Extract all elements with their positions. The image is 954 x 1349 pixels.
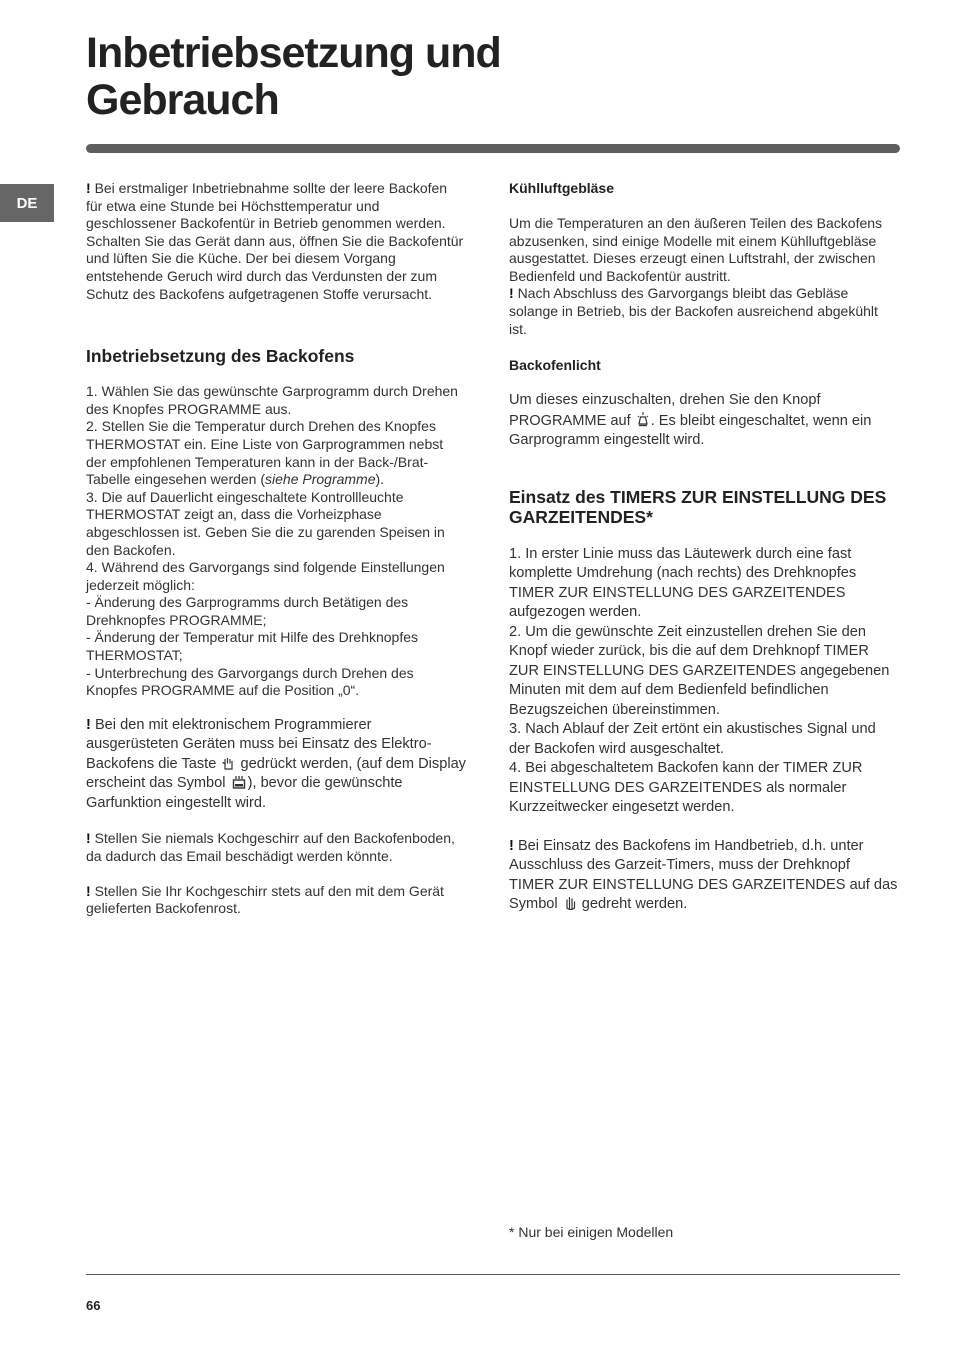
timer-note-text: Bei Einsatz des Backofens im Handbetrieb, d.h. unter Ausschluss des Garzeit-Timers, muss der Drehknopf TIMER ZUR EINSTELLUNG DES GARZEITENDES auf das Symbol [509, 837, 898, 913]
timer-step-4: 4. Bei abgeschaltetem Backofen kann der TIMER ZUR EINSTELLUNG DES GARZEITENDES als normaler Kurzzeitwecker eingesetzt werden. [509, 760, 863, 816]
cooling-fan-text: Um die Temperaturen an den äußeren Teilen des Backofens abzusenken, sind einige Modelle mit einem Kühlluftgebläse ausgestattet. Dieses erzeugt einen Luftstrahl, der zwischen Bedienfeld und Backofentür austritt. [509, 215, 883, 284]
note-cookware-floor [86, 830, 466, 865]
step-2-end: ). [375, 471, 385, 488]
timer-step-3: 3. Nach Ablauf der Zeit ertönt ein akustisches Signal und der Backofen wird ausgeschaltet. [509, 721, 876, 757]
warning-mark: ! [509, 837, 514, 854]
note-programmer-text-3: ), bevor die gewünschte Garfunktion eingestellt wird. [86, 775, 403, 811]
warning-mark: ! [86, 830, 91, 847]
warning-mark: ! [86, 882, 91, 899]
cooling-fan-note [509, 285, 899, 338]
title-line-1: Inbetriebsetzung und [86, 29, 501, 77]
section-heading-cooling-fan: Kühlluftgebläse [509, 180, 615, 196]
note-programmer-text: Bei den mit elektronischem Programmierer ausgerüsteten Geräten muss bei Einsatz des Elektro-Backofens die Taste [86, 716, 432, 772]
timer-note [509, 837, 899, 915]
footnote: * Nur bei einigen Modellen [509, 1224, 674, 1240]
left-column [86, 180, 466, 918]
title-line-2: Gebrauch [86, 76, 279, 124]
step-1: 1. Wählen Sie das gewünschte Garprogramm durch Drehen des Knopfes PROGRAMME aus. [86, 383, 458, 417]
warning-mark: ! [509, 285, 514, 302]
timer-step-1: 1. In erster Linie muss das Läutewerk durch eine fast komplette Umdrehung (nach rechts) des Drehknopfes TIMER ZUR EINSTELLUNG DES GARZEITENDES aufgezogen werden. [509, 545, 857, 621]
intro-paragraph [86, 180, 466, 303]
warning-mark: ! [86, 716, 91, 733]
note-programmer [86, 716, 466, 814]
hand-symbol-icon [564, 896, 576, 910]
right-column [509, 180, 899, 915]
section-heading-timer: Einsatz des TIMERS ZUR EINSTELLUNG DES GARZEITENDES* [509, 486, 887, 527]
list-item: - Unterbrechung des Garvorgangs durch Drehen des Knopfes PROGRAMME auf die Position „0“. [86, 664, 414, 699]
step-4: 4. Während des Garvorgangs sind folgende Einstellungen jederzeit möglich: [86, 559, 445, 593]
oven-light-text-1: Um dieses einzuschalten, drehen Sie den Knopf PROGRAMME auf [509, 392, 821, 429]
list-item: - Änderung des Garprogramms durch Betätigen des Drehknopfes PROGRAMME; [86, 594, 409, 628]
note-programmer-text-2: gedrückt werden, (auf dem Display erscheint das Symbol [86, 755, 466, 792]
warning-mark: ! [86, 180, 91, 196]
step-3: 3. Die auf Dauerlicht eingeschaltete Kontrollleuchte THERMOSTAT zeigt an, dass die Vorheizphase abgeschlossen ist. Geben Sie die zu garenden Speisen in den Backofen. [86, 488, 445, 558]
step-2-reference: siehe Programme [265, 471, 376, 488]
note-cookware-rack [86, 883, 466, 918]
page-title [86, 30, 501, 124]
list-item: - Änderung der Temperatur mit Hilfe des Drehknopfes THERMOSTAT; [86, 629, 419, 664]
section-heading-oven-light: Backofenlicht [509, 357, 601, 374]
hand-button-icon [222, 756, 234, 770]
cooling-fan-note-text: Nach Abschluss des Garvorgangs bleibt das Gebläse solange in Betrieb, bis der Backofen ausreichend abgekühlt ist. [509, 285, 878, 337]
note-cookware-rack-text: Stellen Sie Ihr Kochgeschirr stets auf den mit dem Gerät gelieferten Backofenrost. [86, 882, 444, 917]
oven-light-text [509, 391, 899, 451]
oven-light-text-2: . Es bleibt eingeschaltet, wenn ein Garprogramm eingestellt wird. [509, 412, 872, 449]
step-2-text: 2. Stellen Sie die Temperatur durch Drehen des Knopfes THERMOSTAT ein. Eine Liste von Garprogrammen nebst der empfohlenen Temperaturen kann in der Back-/Brat-Tabelle eingesehen werden ( [86, 418, 444, 488]
timer-note-text-2: gedreht werden. [581, 896, 688, 913]
intro-text: Bei erstmaliger Inbetriebnahme sollte der leere Backofen für etwa eine Stunde bei Höchsttemperatur und geschlossener Backofentür in Betrieb genommen werden. Schalten Sie das Gerät dann aus, öffnen Sie die Backofentür und lüften Sie die Küche. Der bei diesem Vorgang entstehende Geruch wird durch das Verdunsten der zum Schutz des Backofens aufgetragenen Stoffe verursacht. [86, 180, 464, 302]
note-cookware-floor-text: Stellen Sie niemals Kochgeschirr auf den Backofenboden, da dadurch das Email beschädigt werden könnte. [86, 830, 455, 864]
language-tab: DE [0, 184, 54, 222]
lamp-icon [637, 411, 649, 427]
page-number: 66 [86, 1298, 101, 1313]
step-2 [86, 418, 466, 488]
pot-symbol-icon [232, 775, 246, 789]
title-divider [86, 144, 900, 153]
timer-step-2: 2. Um die gewünschte Zeit einzustellen drehen Sie den Knopf wieder zurück, bis die auf dem Drehknopf TIMER ZUR EINSTELLUNG DES GARZEITENDES angegebenen Minuten mit dem auf dem Bedienfeld befindlichen Bezugszeichen übereinstimmen. [509, 623, 890, 718]
section-heading-startup: Inbetriebsetzung des Backofens [86, 346, 355, 367]
footer-divider [86, 1274, 900, 1275]
